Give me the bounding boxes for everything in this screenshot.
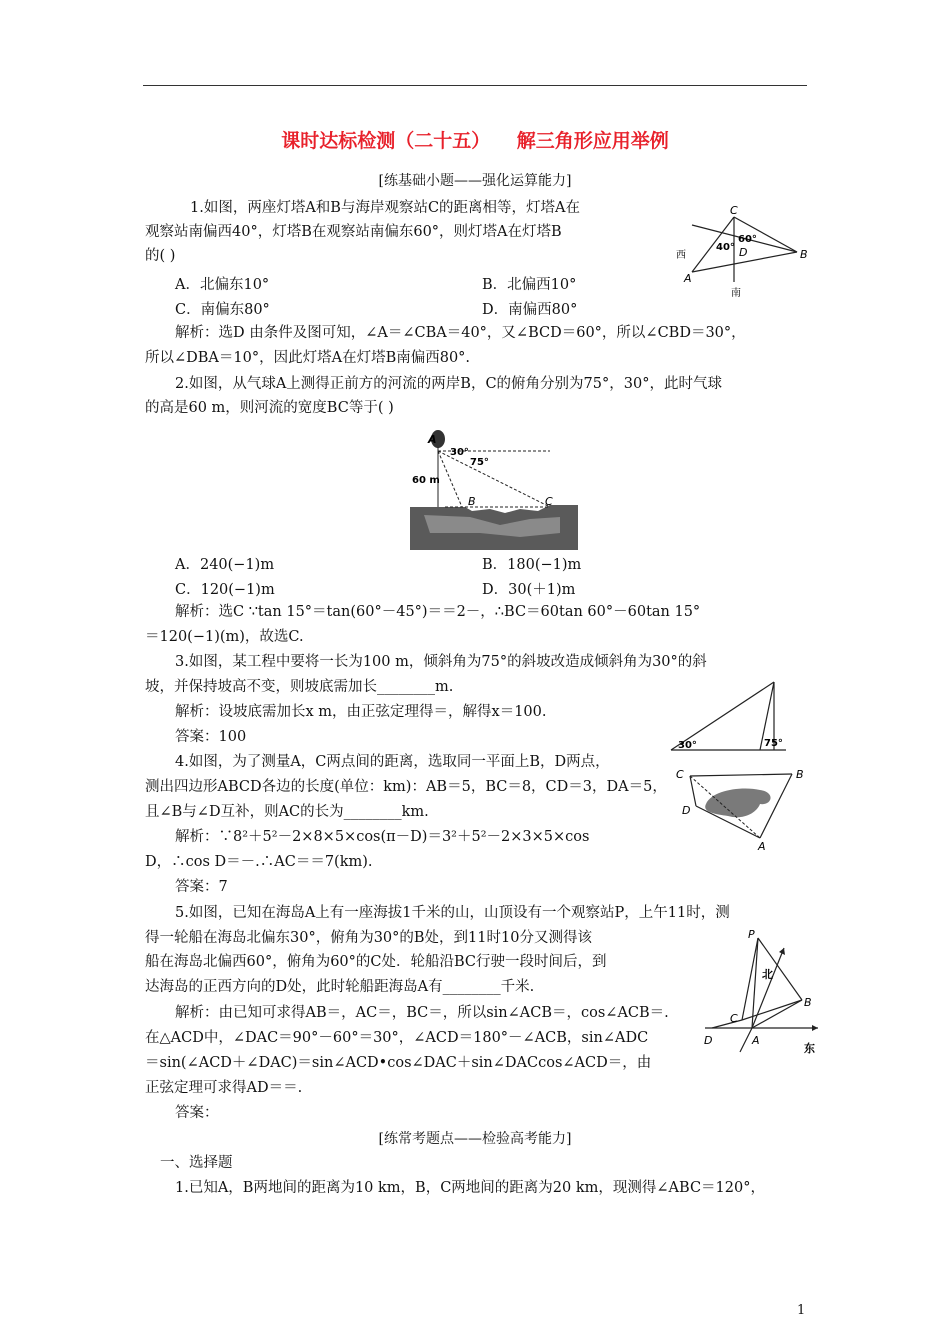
fig1-label-c: C: [730, 204, 738, 217]
fig5-label-east: 东: [804, 1042, 815, 1055]
fig5-label-north: 北: [762, 968, 773, 981]
q4-line: 测出四边形ABCD各边的长度(单位：km)：AB＝5，BC＝8，CD＝3，DA＝5，: [145, 779, 667, 795]
fig4-label-d: D: [682, 804, 691, 817]
q3-line: 坡，并保持坡高不变，则坡底需加长________m.: [145, 679, 454, 695]
fig1-label-60: 60°: [738, 234, 757, 245]
q5-line: 得一轮船在海岛北偏东30°，俯角为30°的B处，到11时10分又测得该: [145, 930, 592, 946]
fig5-label-a: A: [752, 1034, 760, 1047]
fig4-label-c: C: [676, 768, 684, 781]
fig5-label-b: B: [804, 996, 812, 1009]
q3-answer: 答案：100: [175, 729, 247, 745]
fig3-label-30: 30°: [678, 740, 697, 751]
header-rule: [143, 85, 807, 86]
fig4-label-b: B: [796, 768, 804, 781]
q4-line: 且∠B与∠D互补，则AC的长为________km.: [145, 804, 429, 820]
q1-line: 的( ): [145, 248, 176, 264]
fig2-label-b: B: [468, 495, 476, 508]
q5-solution: ＝sin(∠ACD＋∠DAC)＝sin∠ACD•cos∠DAC＋sin∠DACcos∠ACD＝，由: [145, 1055, 652, 1071]
p2-question-1: 1.已知A，B两地间的距离为10 km，B，C两地间的距离为20 km，现测得∠ABC＝120°，: [175, 1180, 765, 1196]
q5-solution: 在△ACD中，∠DAC＝90°－60°＝30°，∠ACD＝180°－∠ACB，sin∠ADC: [145, 1030, 649, 1046]
page-number: 1: [797, 1303, 806, 1318]
q1-option-b: B．北偏西10°: [482, 277, 577, 293]
q2-solution: 解析：选C ∵tan 15°＝tan(60°－45°)＝＝2－，∴BC＝60tan 60°－60tan 15°: [175, 604, 701, 620]
q1-option-d: D．南偏西80°: [482, 302, 578, 318]
q1-line: 1.如图，两座灯塔A和B与海岸观察站C的距离相等，灯塔A在: [190, 200, 581, 216]
q5-line: 船在海岛北偏西60°，俯角为60°的C处．轮船沿BC行驶一段时间后，到: [145, 954, 607, 970]
q4-answer: 答案：7: [175, 879, 228, 895]
fig2-label-75: 75°: [470, 457, 489, 468]
fig5-label-p: P: [748, 928, 755, 941]
q2-solution: ＝120(−1)(m)，故选C.: [145, 629, 304, 645]
q3-line: 3.如图，某工程中要将一长为100 m，倾斜角为75°的斜坡改造成倾斜角为30°的斜: [175, 654, 707, 670]
q2-balloon-figure: [410, 425, 580, 550]
fig2-label-30: 30°: [450, 447, 469, 458]
fig5-label-c: C: [730, 1012, 738, 1025]
fig3-label-75: 75°: [764, 738, 783, 749]
q2-option-c: C．120(−1)m: [175, 582, 275, 598]
part-heading: 一、选择题: [160, 1155, 233, 1171]
fig1-label-d: D: [739, 246, 748, 259]
q2-option-a: A．240(−1)m: [175, 557, 275, 573]
q4-solution: D，∴cos D＝－.∴AC＝＝7(km).: [145, 854, 373, 870]
section-heading-basic: [练基础小题——强化运算能力]: [378, 173, 572, 189]
section-heading-exam: [练常考题点——检验高考能力]: [378, 1131, 572, 1147]
q5-solution: 正弦定理可求得AD＝＝.: [145, 1080, 303, 1096]
q1-line: 观察站南偏西40°，灯塔B在观察站南偏东60°，则灯塔A在灯塔B: [145, 224, 562, 240]
q2-option-b: B．180(−1)m: [482, 557, 582, 573]
fig2-label-a: A: [428, 433, 437, 446]
q1-solution: 所以∠DBA＝10°，因此灯塔A在灯塔B南偏西80°.: [145, 350, 471, 366]
q2-line: 的高是60 m，则河流的宽度BC等于( ): [145, 400, 394, 416]
q2-line: 2.如图，从气球A上测得正前方的河流的两岸B，C的俯角分别为75°，30°，此时气球: [175, 376, 722, 392]
fig2-label-c: C: [545, 495, 553, 508]
page-title: 课时达标检测（二十五） 解三角形应用举例: [281, 130, 669, 152]
fig1-label-b: B: [800, 248, 808, 261]
q5-line: 达海岛的正西方向的D处，此时轮船距海岛A有________千米.: [145, 979, 535, 995]
fig1-label-west: 西: [676, 250, 686, 261]
q4-solution: 解析：∵8²＋5²－2×8×5×cos(π－D)＝3²＋5²－2×3×5×cos: [175, 829, 590, 845]
fig5-label-d: D: [704, 1034, 713, 1047]
q1-solution: 解析：选D 由条件及图可知，∠A＝∠CBA＝40°，又∠BCD＝60°，所以∠CBD＝30°，: [175, 325, 746, 341]
q5-line: 5.如图，已知在海岛A上有一座海拔1千米的山，山顶设有一个观察站P，上午11时，测: [175, 905, 730, 921]
fig1-label-40: 40°: [716, 242, 735, 253]
fig1-label-a: A: [684, 272, 692, 285]
fig2-label-height: 60 m: [412, 475, 440, 486]
q3-slope-figure: [666, 676, 791, 756]
q5-solution: 解析：由已知可求得AB＝，AC＝，BC＝，所以sin∠ACB＝，cos∠ACB＝.: [175, 1005, 669, 1021]
q5-answer: 答案：: [175, 1105, 219, 1121]
q1-option-c: C．南偏东80°: [175, 302, 270, 318]
q1-option-a: A．北偏东10°: [175, 277, 270, 293]
q1-lighthouse-figure: [672, 200, 812, 300]
q3-solution: 解析：设坡底需加长x m，由正弦定理得＝，解得x＝100.: [175, 704, 547, 720]
fig4-label-a: A: [758, 840, 766, 853]
q2-option-d: D．30(＋1)m: [482, 582, 576, 598]
q4-quadrilateral-figure: [672, 762, 812, 854]
q5-observation-figure: [700, 928, 825, 1058]
fig1-label-south: 南: [731, 288, 741, 299]
q4-line: 4.如图，为了测量A，C两点间的距离，选取同一平面上B，D两点，: [175, 754, 610, 770]
